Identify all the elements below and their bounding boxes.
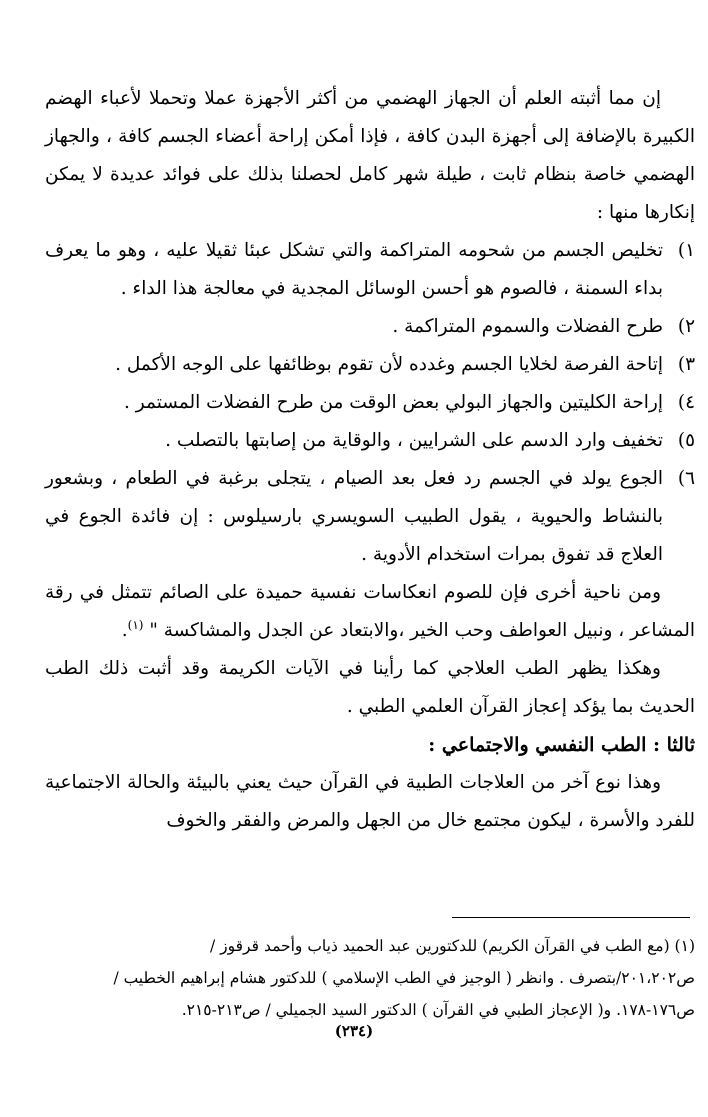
intro-paragraph: إن مما أثبته العلم أن الجهاز الهضمي من أكثر الأجهزة عملا وتحملا لأعباء الهضم الكبيرة بالإضافة إلى أجهزة البدن كافة ، فإذا أمكن إراحة أعضاء الجسم كافة ، والجهاز الهضمي خاصة بنظام ثابت ، طيلة شهر كامل لحصلنا بذلك على فوائد عديدة لا يمكن إنكارها منها : — [45, 88, 695, 223]
page-number: (٢٣٤) — [334, 1022, 374, 1040]
list-text: طرح الفضلات والسموم المتراكمة . — [392, 316, 663, 337]
footnote-line: ص١٧٦-١٧٨. و( الإعجاز الطبي في القرآن ) الدكتور السيد الجميلي / ص٢١٣-٢١٥. — [181, 1001, 695, 1019]
psych-text: ومن ناحية أخرى فإن للصوم انعكاسات نفسية حميدة على الصائم تتمثل في رقة المشاعر ، ونبيل العواطف وحب الخير ،والابتعاد عن الجدل والمشاكسة " — [45, 582, 695, 641]
conclusion-paragraph: وهكذا يظهر الطب العلاجي كما رأينا في الآيات الكريمة وقد أثبت ذلك الطب الحديث بما يؤكد إعجاز القرآن العلمي الطبي . — [45, 658, 695, 717]
list-number: ١) — [677, 240, 695, 261]
list-item — [45, 308, 695, 346]
page-body — [45, 80, 695, 840]
list-item — [45, 422, 695, 460]
footnote-line: (١) (مع الطب في القرآن الكريم) للدكتورين عبد الحميد ذياب وأحمد قرقوز / — [210, 937, 695, 955]
footnote-line: ص٢٠١،٢٠٢/بتصرف . وانظر ( الوجيز في الطب الإسلامي ) للدكتور هشام إبراهيم الخطيب / — [113, 969, 695, 987]
footnote-divider — [452, 917, 690, 918]
list-number: ٦) — [677, 468, 695, 489]
list-item — [45, 384, 695, 422]
list-number: ٤) — [677, 392, 695, 413]
footnote-reference: (١) — [127, 617, 144, 632]
list-text: تخفيف وارد الدسم على الشرايين ، والوقاية من إصابتها بالتصلب . — [165, 430, 663, 451]
list-number: ٥) — [677, 430, 695, 451]
list-text: تخليص الجسم من شحومه المتراكمة والتي تشكل عبئا ثقيلا عليه ، وهو ما يعرف بداء السمنة ، فالصوم هو أحسن الوسائل المجدية في معالجة هذا الداء . — [45, 240, 663, 299]
psych-paragraph — [45, 574, 695, 650]
list-item — [45, 346, 695, 384]
list-number: ٢) — [677, 316, 695, 337]
list-text: إراحة الكليتين والجهاز البولي بعض الوقت من طرح الفضلات المستمر . — [124, 392, 663, 413]
footnotes — [45, 930, 695, 1026]
section-heading: ثالثا : الطب النفسي والاجتماعي : — [428, 734, 695, 756]
social-paragraph: وهذا نوع آخر من العلاجات الطبية في القرآن حيث يعني بالبيئة والحالة الاجتماعية للفرد والأسرة ، ليكون مجتمع خال من الجهل والمرض والفقر والخوف — [45, 772, 695, 831]
list-text: الجوع يولد في الجسم رد فعل بعد الصيام ، يتجلى برغبة في الطعام ، وبشعور بالنشاط والحيوية ، يقول الطبيب السويسري بارسيلوس : إن فائدة الجوع في العلاج قد تفوق بمرات استخدام الأدوية . — [45, 468, 663, 565]
list-number: ٣) — [677, 354, 695, 375]
psych-end: . — [121, 620, 128, 641]
list-item — [45, 232, 695, 308]
list-text: إتاحة الفرصة لخلايا الجسم وغدده لأن تقوم بوظائفها على الوجه الأكمل . — [115, 354, 663, 375]
list-item — [45, 460, 695, 574]
